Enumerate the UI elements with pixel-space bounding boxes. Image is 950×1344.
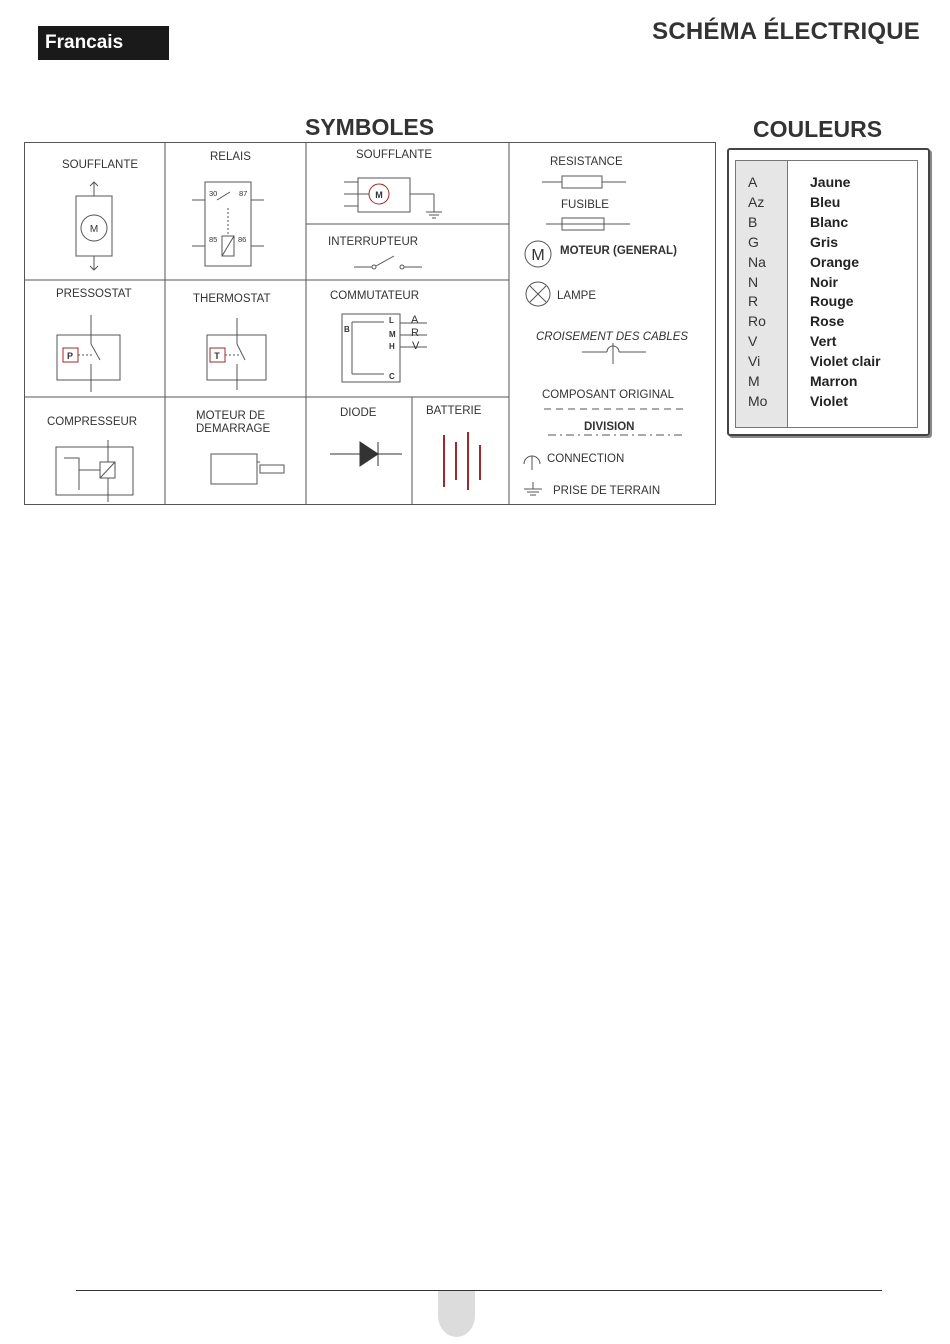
relais-symbol (192, 182, 264, 266)
batterie-symbol (444, 432, 480, 490)
pressostat-icon: P (66, 351, 74, 361)
color-name: Bleu (810, 193, 841, 210)
color-code: Az (748, 193, 765, 210)
color-row (736, 212, 917, 232)
label-batterie: BATTERIE (426, 405, 482, 417)
color-code: V (748, 333, 758, 350)
color-row (736, 272, 917, 292)
label-compresseur: COMPRESSEUR (47, 416, 138, 428)
commutateur-b: B (344, 325, 350, 334)
page-title: SCHÉMA ÉLECTRIQUE (652, 18, 920, 45)
label-connection: CONNECTION (547, 453, 625, 465)
color-row (736, 351, 917, 371)
language-tab: Francais (38, 26, 169, 60)
lamp-icon (526, 282, 550, 306)
color-name: Marron (810, 373, 858, 389)
color-code: A (748, 174, 758, 190)
color-code: R (748, 293, 759, 310)
commutateur-l: L (389, 316, 394, 325)
motor-icon-1: M (89, 224, 99, 235)
footer-rule (76, 1290, 882, 1291)
label-resistance: RESISTANCE (550, 156, 623, 168)
color-row (736, 391, 917, 411)
color-row (736, 371, 917, 391)
thermostat-icon: T (214, 351, 220, 361)
label-thermostat: THERMOSTAT (193, 293, 271, 305)
symbols-title: SYMBOLES (305, 114, 435, 140)
color-name: Orange (810, 253, 860, 270)
relais-pin-85: 85 (209, 235, 218, 244)
label-moteur-general: MOTEUR (GENERAL) (560, 245, 677, 257)
color-name: Blanc (810, 213, 849, 230)
commutateur-a: A (411, 314, 419, 326)
moteur-demarrage-symbol (211, 454, 284, 484)
motor-icon-2: M (375, 190, 383, 200)
color-code: G (748, 233, 759, 250)
color-row (736, 172, 917, 192)
label-soufflante-2: SOUFFLANTE (356, 149, 433, 161)
label-croisement: CROISEMENT DES CABLES (536, 331, 689, 343)
color-name: Rose (810, 313, 845, 330)
color-code: Vi (748, 353, 761, 370)
color-name: Jaune (810, 174, 851, 190)
label-commutateur: COMMUTATEUR (330, 290, 420, 302)
relais-pin-86: 86 (238, 235, 247, 244)
commutateur-h: H (389, 342, 395, 351)
color-name: Vert (810, 333, 837, 350)
color-code: M (748, 373, 760, 389)
color-code: B (748, 213, 758, 230)
interrupteur-symbol (354, 256, 422, 269)
relais-pin-87: 87 (239, 189, 248, 198)
color-code: Mo (748, 392, 768, 409)
croisement-symbol (582, 343, 646, 364)
label-soufflante-1: SOUFFLANTE (62, 159, 139, 171)
commutateur-v: V (412, 340, 420, 352)
resistance-symbol (542, 176, 626, 188)
color-row (736, 291, 917, 311)
label-fusible: FUSIBLE (561, 199, 609, 211)
color-row (736, 252, 917, 272)
color-row (736, 232, 917, 252)
label-demarrage: DEMARRAGE (196, 423, 271, 435)
color-code: Ro (748, 313, 766, 330)
symbols-panel (24, 142, 717, 506)
label-relais: RELAIS (210, 151, 251, 163)
color-code: Na (748, 253, 766, 270)
color-name: Noir (810, 273, 838, 290)
fusible-symbol (546, 218, 630, 230)
soufflante-symbol-2 (344, 178, 442, 218)
ground-icon (524, 482, 542, 495)
compresseur-symbol (56, 440, 133, 502)
color-row (736, 331, 917, 351)
label-composant-original: COMPOSANT ORIGINAL (542, 389, 675, 401)
commutateur-m: M (389, 330, 396, 339)
motor-general-letter: M (531, 247, 545, 264)
connection-icon (524, 456, 540, 470)
label-moteur-de: MOTEUR DE (196, 410, 265, 422)
label-lampe: LAMPE (557, 290, 596, 302)
label-prise-de-terrain: PRISE DE TERRAIN (553, 485, 661, 497)
colors-panel (727, 148, 930, 436)
label-pressostat: PRESSOSTAT (56, 288, 132, 300)
color-row (736, 311, 917, 331)
symbols-diagram (24, 142, 717, 506)
colors-title: COULEURS (753, 116, 883, 142)
page-number-badge (438, 1291, 475, 1337)
label-division: DIVISION (584, 421, 635, 433)
colors-table (735, 160, 918, 428)
color-name: Rouge (810, 293, 854, 310)
commutateur-c: C (389, 372, 395, 381)
diode-symbol (330, 442, 402, 466)
color-name: Violet (810, 392, 848, 409)
color-name: Violet clair (810, 353, 881, 370)
label-interrupteur: INTERRUPTEUR (328, 236, 419, 248)
color-code: N (748, 273, 759, 290)
label-diode: DIODE (340, 407, 377, 419)
relais-pin-30: 30 (209, 189, 218, 198)
commutateur-r: R (411, 327, 419, 339)
color-name: Gris (810, 233, 839, 250)
color-row (736, 192, 917, 212)
